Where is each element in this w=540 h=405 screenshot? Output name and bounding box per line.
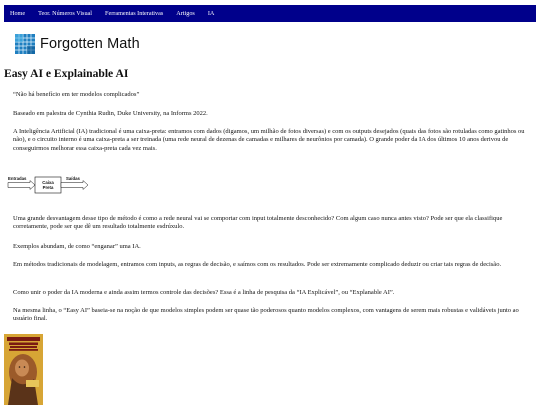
article-source: Baseado em palestra de Cynthia Rudin, Duke University, na Informs 2022.: [13, 110, 208, 117]
input-arrow: [8, 181, 35, 190]
article-paragraph-6: Na mesma linha, o “Easy AI” baseia-se na noção de que modelos simples podem ser quase tão poderosos quanto modelos complexos, com vantagens de serem mais robustas e validáveis junto ao usuário final.: [13, 307, 519, 323]
top-navigation-bar: [4, 5, 536, 22]
nav-link-artigos[interactable]: Artigos: [176, 10, 195, 17]
nav-link-ia[interactable]: IA: [207, 10, 215, 17]
article-paragraph-5: Como unir o poder da IA moderna e ainda assim termos controle das decisões? Essa é a linha de pesquisa da “IA Explicável”, ou “Explanable AI”.: [13, 289, 395, 296]
diagram-input-label: Entradas: [8, 176, 27, 181]
site-name: Forgotten Math: [40, 36, 140, 52]
book-cover-image: [4, 334, 43, 405]
site-brand[interactable]: [15, 34, 140, 54]
output-arrow: [61, 181, 88, 190]
article-quote: “Não há benefício em ter modelos complicados”: [13, 91, 140, 98]
black-box-label-line2: Preta: [42, 185, 54, 191]
article-title: Easy AI e Explainable AI: [4, 67, 129, 80]
nav-link-home[interactable]: Home: [10, 10, 26, 17]
black-box-diagram: [7, 174, 93, 196]
book-cover-illustration: [4, 334, 43, 405]
article-paragraph-2: Uma grande desvantagem desse tipo de método é como a rede neural vai se comportar com input totalmente desconhecido? Com algum caso nunca antes visto? Pode ser que ela classifique corretamente, pode ser que dê um resultado totalmente esdrúxulo.: [13, 215, 503, 231]
article-paragraph-3: Exemplos abundam, de como “enganar” uma IA.: [13, 243, 141, 250]
diagram-output-label: Saídas: [66, 176, 80, 181]
article-paragraph-1: A Inteligência Artificial (IA) tradicional é uma caixa-preta: entramos com dados (digamos, um milhão de fotos diversas) e com os outputs desejados (quais das fotos são rotuladas como gatinhos ou não), e o circuito interno é uma caixa-preta a ser treinada (uma rede neural de dezenas de camadas e milhares de neurônios por camada). O grande poder da IA dos últimos 10 anos derivou de conseguirmos melhorar essa caixa-preta cada vez mais.: [13, 128, 525, 152]
nav-link-ferramentas-interativas[interactable]: Ferramentas Interativas: [105, 10, 164, 17]
article-paragraph-4: Em métodos tradicionais de modelagem, entramos com inputs, as regras de decisão, e saímos com os resultados. Pode ser extremamente complicado deduzir ou criar tais regras de decisão.: [13, 261, 502, 268]
nav-link-teor-numeros-visual[interactable]: Teor. Números Visual: [38, 10, 93, 17]
black-box-label-line1: Caixa: [42, 179, 54, 185]
grid-cube-icon: [15, 34, 35, 54]
